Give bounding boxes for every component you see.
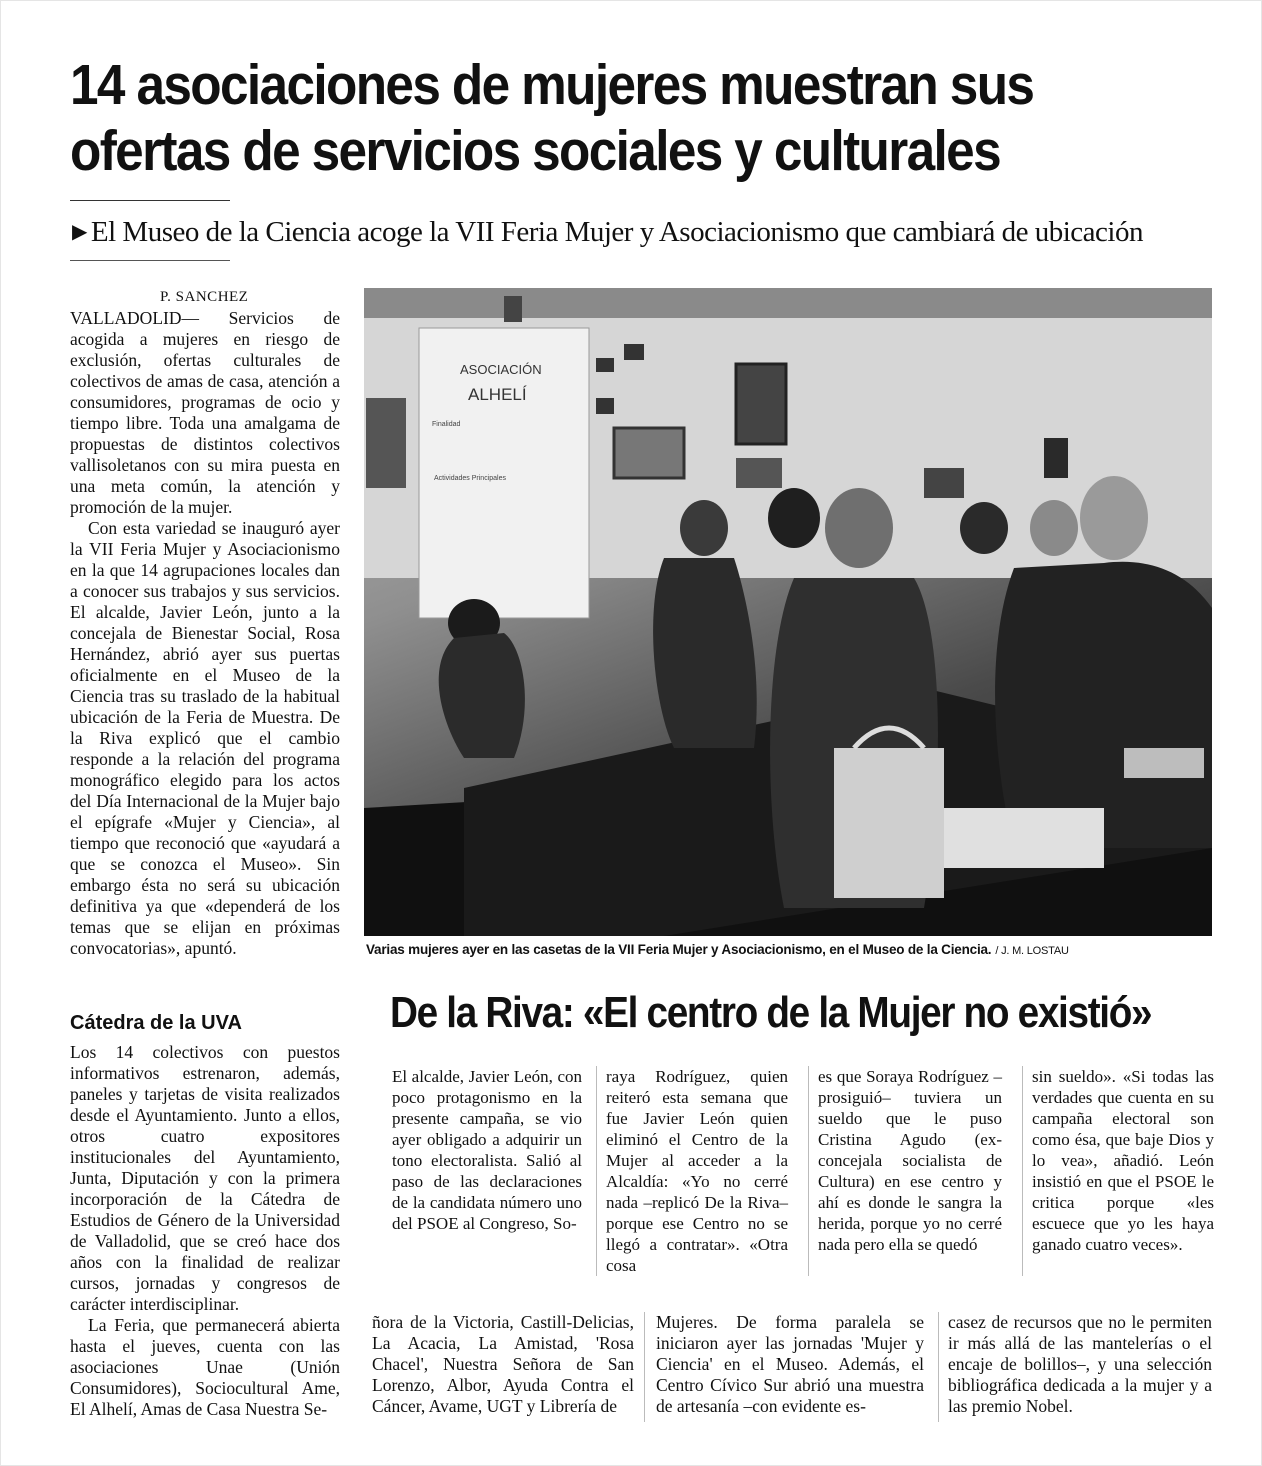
subtitle-text: El Museo de la Ciencia acoge la VII Feria Mujer y Asociacionismo que cambiará de ubicación: [90, 216, 1143, 248]
column-divider: [808, 1066, 809, 1276]
body-paragraph: Los 14 colectivos con puestos informativos estrenaron, además, paneles y tarjetas de visita realizados desde el Ayuntamiento. Junto a ellos, otros cuatro expositores institucionales del Ayuntamiento, Junta, Diputación y con la primera incorporación de la Cátedra de Estudios de Género de la Universidad de Valladolid, que se creó hace dos años con la finalidad de realizar cursos, jornadas y congresos de carácter interdisciplinar.: [70, 1042, 340, 1314]
sidebar-headline: De la Riva: «El centro de la Mujer no existió»: [390, 988, 1152, 1037]
sidebar-column-1: El alcalde, Javier León, con poco protagonismo en la presente campaña, se vio ayer obligado a adquirir un tono electoralista. Salió al paso de las declaraciones de la candidata número uno del PSOE al Congreso, So-: [392, 1067, 582, 1233]
sidebar-column-2: raya Rodríguez, quien reiteró esta semana que fue Javier León quien eliminó el Centro de la Mujer al acceder a la Alcaldía: «Yo no cerré nada –replicó De la Riva– porque ese Centro no se llegó a contratar». «Otra cosa: [606, 1067, 788, 1275]
column-divider: [1022, 1066, 1023, 1276]
body-column-left-top: [70, 308, 340, 959]
section-subhead: Cátedra de la UVA: [70, 1012, 242, 1034]
news-photo: [364, 288, 1212, 936]
caption-text: Varias mujeres ayer en las casetas de la VII Feria Mujer y Asociacionismo, en el Museo de la Ciencia.: [366, 942, 992, 957]
panel-actividades: Actividades Principales: [434, 475, 506, 482]
body-paragraph: La Feria, que permanecerá abierta hasta el jueves, cuenta con las asociaciones Unae (Unión Consumidores), Sociocultural Ame, El Alhelí, Amas de Casa Nuestra Se-: [70, 1315, 340, 1419]
body-paragraph: Con esta variedad se inauguró ayer la VII Feria Mujer y Asociacionismo en la que 14 agrupaciones locales dan a conocer sus trabajos y sus servicios. El alcalde, Javier León, junto a la concejala de Bienestar Social, Rosa Hernández, abrió ayer sus puertas oficialmente en el Museo de la Ciencia tras su traslado de la habitual ubicación de la Feria de Muestra. De la Riva explicó que el cambio responde a la relación del programa monográfico elegido para los actos del Día Internacional de la Mujer bajo el epígrafe «Mujer y Ciencia», al tiempo que reconoció que «ayudará a que se conozca el Museo». Sin embargo ésta no será su ubicación definitiva ya que «dependerá de los temas que se elijan en próximas convocatorias», apuntó.: [70, 518, 340, 958]
subtitle-rule: [70, 260, 230, 261]
photo-illustration: [364, 288, 1212, 936]
column-divider: [938, 1312, 939, 1422]
headline-rule: [70, 200, 230, 201]
bullet-triangle-icon: ▶: [72, 221, 87, 243]
column-divider: [596, 1066, 597, 1276]
byline: P. SANCHEZ: [160, 289, 249, 305]
article-subtitle: [72, 214, 1143, 250]
photo-credit: / J. M. LOSTAU: [995, 945, 1069, 957]
photo-caption: [366, 942, 1069, 957]
sidebar-column-4: sin sueldo». «Si todas las verdades que cuenta en su campaña electoral son como ésa, que baje Dios y lo vea», añadió. León insistió en que el PSOE le critica porque «les escuece que yo les haya ganado cuatro veces».: [1032, 1067, 1214, 1254]
sidebar-column-3: es que Soraya Rodríguez –prosiguió– tuviera un sueldo que le puso Cristina Agudo (ex-concejala socialista de Cultura) en ese centro y ahí es donde le sangra la herida, porque yo no cerré nada pero ella se quedó: [818, 1067, 1002, 1254]
body-paragraph: VALLADOLID— Servicios de acogida a mujeres en riesgo de exclusión, ofertas culturales de colectivos de amas de casa, atención a consumidores, programas de ocio y tiempo libre. Toda una amalgama de propuestas de distintos colectivos vallisoletanos con su mira puesta en una meta común, la atención y promoción de la mujer.: [70, 308, 340, 517]
panel-sign-line2: ALHELÍ: [468, 385, 527, 404]
panel-sign-line1: ASOCIACIÓN: [460, 362, 542, 377]
body-column-bottom-2: Mujeres. De forma paralela se iniciaron ayer las jornadas 'Mujer y Ciencia' en el Museo. Además, el Centro Cívico Sur abrió una muestra de artesanía –con evidente es-: [656, 1312, 924, 1416]
column-divider: [644, 1312, 645, 1422]
headline-line-1: 14 asociaciones de mujeres muestran sus: [70, 53, 1034, 117]
body-column-bottom-3: casez de recursos que no le permiten ir más allá de las mantelerías o el encaje de bolillos–, y una selección bibliográfica dedicada a la mujer y a las premio Nobel.: [948, 1312, 1212, 1416]
body-column-bottom-1: ñora de la Victoria, Castill-Delicias, La Acacia, La Amistad, 'Rosa Chacel', Nuestra Señora de San Lorenzo, Albor, Ayuda Contra el Cáncer, Avame, UGT y Librería de: [372, 1312, 634, 1416]
body-column-left-bottom: [70, 1042, 340, 1420]
panel-finalidad: Finalidad: [432, 421, 461, 428]
article-headline: [70, 52, 1114, 184]
headline-line-2: ofertas de servicios sociales y culturales: [70, 119, 1000, 183]
